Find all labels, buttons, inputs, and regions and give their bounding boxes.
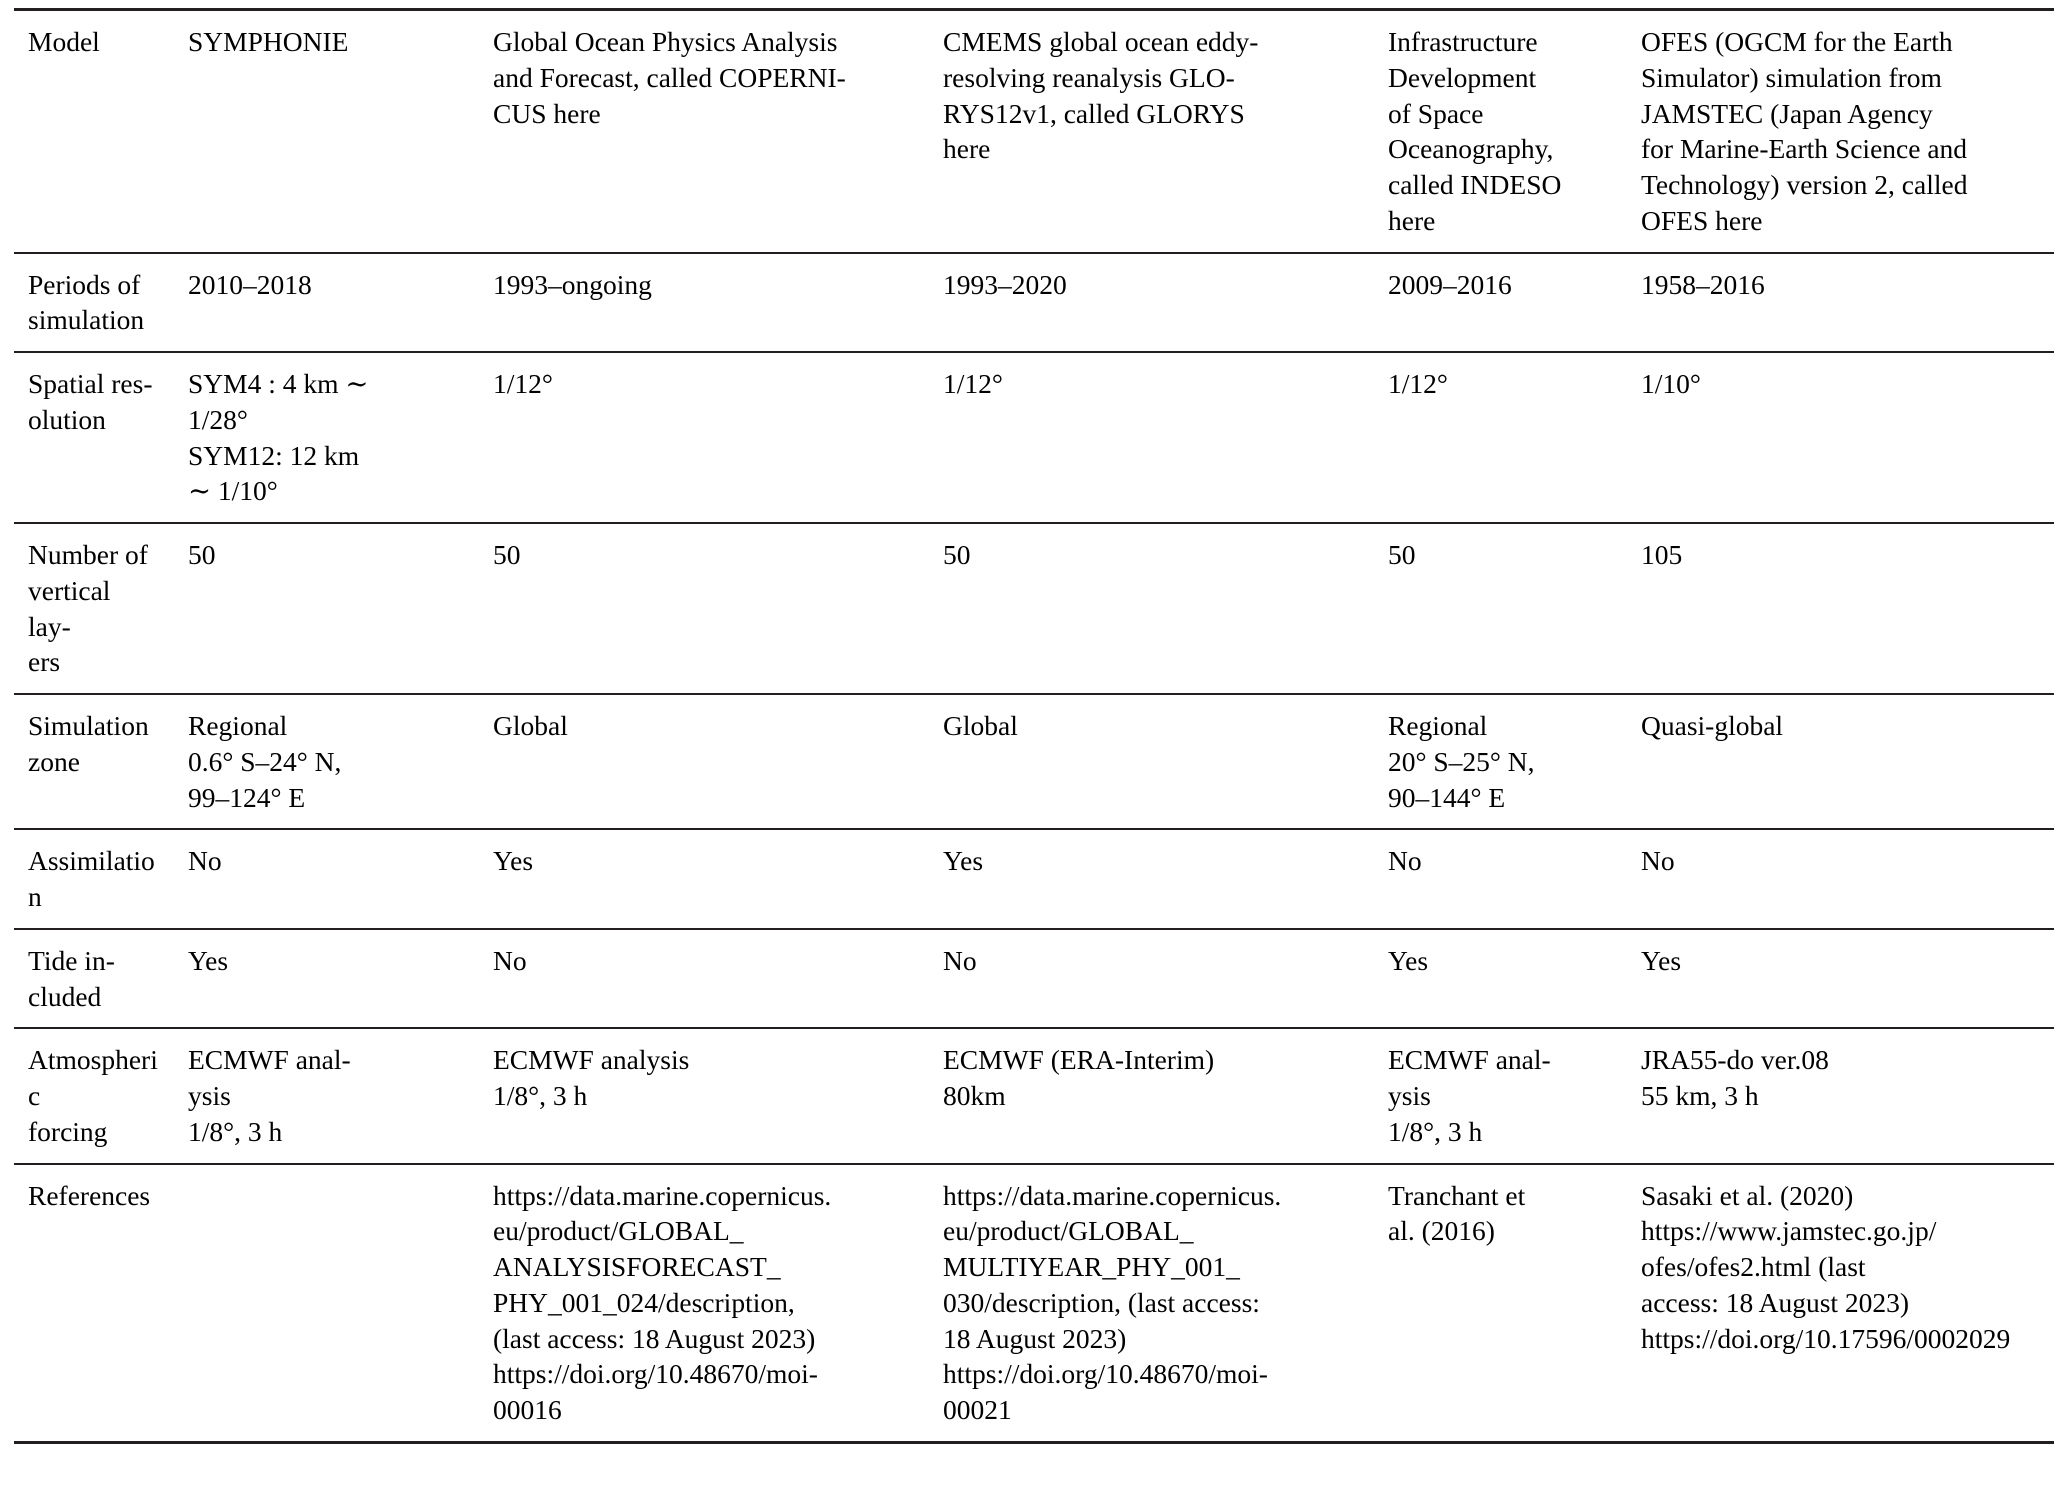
- cell-line-2: 20° S–25° N,: [1388, 745, 1535, 777]
- row-label-references: [14, 1164, 174, 1443]
- header-ofes-line-4: for Marine-Earth Science and: [1641, 133, 1968, 165]
- table-row: [14, 829, 2054, 929]
- cell-line-1: Regional: [188, 710, 288, 741]
- cell-line-1: JRA55-do ver.08: [1641, 1044, 1829, 1076]
- cell-line-2: https://www.jamstec.go.jp/: [1641, 1215, 1937, 1247]
- cell-line-1: Sasaki et al. (2020): [1641, 1179, 1854, 1211]
- cell-line-1: https://data.marine.copernicus.: [943, 1179, 1282, 1211]
- header-indeso-line-5: called INDESO: [1388, 169, 1562, 200]
- header-glorys-line-3: RYS12v1, called GLORYS: [943, 97, 1245, 129]
- header-indeso-line-4: Oceanography,: [1388, 133, 1554, 165]
- cell-line-1: 1958–2016: [1641, 268, 1765, 300]
- cell-line-6: https://doi.org/10.48670/moi-: [943, 1358, 1268, 1390]
- cell-assimilation-ofes: [1627, 829, 2054, 929]
- cell-line-5: 18 August 2023): [943, 1322, 1127, 1354]
- cell-periods-copernicus: [479, 253, 929, 353]
- cell-line-1: 1/12°: [493, 368, 553, 399]
- table-row: [14, 253, 2054, 353]
- cell-layers-indeso: [1374, 523, 1627, 694]
- cell-line-1: 1/12°: [1388, 368, 1448, 399]
- cell-line-1: 2010–2018: [188, 268, 312, 300]
- cell-line-1: 1993–ongoing: [493, 268, 652, 300]
- cell-line-2: ysis: [1388, 1080, 1431, 1111]
- cell-line-1: 105: [1641, 539, 1683, 570]
- cell-line-1: 50: [943, 539, 971, 570]
- table-row: [14, 929, 2054, 1029]
- cell-line-1: SYM4 : 4 km ∼: [188, 368, 369, 399]
- cell-zone-glorys: [929, 694, 1374, 829]
- cell-line-1: 1993–2020: [943, 268, 1067, 300]
- header-cell-glorys: [929, 10, 1374, 253]
- cell-line-1: 50: [493, 539, 521, 570]
- cell-tide-ofes: [1627, 929, 2054, 1029]
- cell-forcing-glorys: [929, 1028, 1374, 1163]
- cell-line-2: eu/product/GLOBAL_: [943, 1215, 1194, 1247]
- model-comparison-table: [14, 8, 2054, 1444]
- cell-line-1: 50: [188, 539, 216, 570]
- cell-spatial-copernicus: [479, 352, 929, 523]
- cell-line-4: ∼ 1/10°: [188, 475, 278, 507]
- header-copernicus-line-1: Global Ocean Physics Analysis: [493, 26, 838, 57]
- cell-line-6: https://doi.org/10.48670/moi-: [493, 1358, 818, 1390]
- row-label-line-2: olution: [28, 403, 106, 435]
- cell-line-1: 1/10°: [1641, 368, 1701, 399]
- row-label-periods-of-simulation: [14, 253, 174, 353]
- cell-references-glorys: [929, 1164, 1374, 1443]
- cell-line-2: ysis: [188, 1080, 231, 1111]
- cell-line-1: Global: [943, 710, 1018, 741]
- cell-assimilation-copernicus: [479, 829, 929, 929]
- cell-assimilation-indeso: [1374, 829, 1627, 929]
- row-label-line-1: Simulation: [28, 710, 149, 741]
- cell-line-1: 50: [1388, 539, 1416, 570]
- cell-line-5: https://doi.org/10.17596/0002029: [1641, 1322, 2011, 1354]
- row-label-line-1: Number of: [28, 539, 148, 570]
- header-ofes-line-6: OFES here: [1641, 204, 1763, 236]
- cell-line-2: 0.6° S–24° N,: [188, 745, 342, 777]
- row-label-tide-included: [14, 929, 174, 1029]
- cell-line-3: ANALYSISFORECAST_: [493, 1251, 781, 1282]
- row-label-line-1: Tide in-: [28, 944, 115, 976]
- cell-line-1: Tranchant et: [1388, 1179, 1526, 1211]
- cell-line-1: No: [493, 944, 527, 976]
- row-label-number-of-vertical-layers: [14, 523, 174, 694]
- cell-layers-glorys: [929, 523, 1374, 694]
- cell-line-2: eu/product/GLOBAL_: [493, 1215, 744, 1247]
- header-ofes-line-2: Simulator) simulation from: [1641, 61, 1942, 93]
- cell-line-2: al. (2016): [1388, 1215, 1495, 1247]
- row-label-line-2: vertical lay-: [28, 574, 118, 642]
- cell-line-3: 1/8°, 3 h: [188, 1115, 283, 1147]
- header-label-text: Model: [28, 26, 100, 57]
- cell-forcing-indeso: [1374, 1028, 1627, 1163]
- cell-references-indeso: [1374, 1164, 1627, 1443]
- cell-references-ofes: [1627, 1164, 2054, 1443]
- cell-line-7: 00021: [943, 1394, 1012, 1425]
- cell-assimilation-glorys: [929, 829, 1374, 929]
- cell-line-1: Yes: [1641, 944, 1682, 976]
- cell-tide-glorys: [929, 929, 1374, 1029]
- cell-line-3: MULTIYEAR_PHY_001_: [943, 1251, 1240, 1282]
- header-glorys-line-4: here: [943, 133, 991, 165]
- header-indeso-line-2: Development: [1388, 61, 1537, 93]
- cell-references-copernicus: [479, 1164, 929, 1443]
- cell-line-4: 030/description, (last access:: [943, 1286, 1260, 1318]
- cell-layers-copernicus: [479, 523, 929, 694]
- row-label-assimilation: [14, 829, 174, 929]
- row-label-line-1: References: [28, 1179, 151, 1211]
- cell-periods-symphonie: [174, 253, 479, 353]
- cell-line-3: 1/8°, 3 h: [1388, 1115, 1483, 1147]
- cell-line-3: 90–144° E: [1388, 781, 1506, 813]
- cell-line-3: 99–124° E: [188, 781, 306, 813]
- cell-spatial-symphonie: [174, 352, 479, 523]
- header-glorys-line-1: CMEMS global ocean eddy-: [943, 26, 1259, 57]
- cell-line-3: ofes/ofes2.html (last: [1641, 1251, 1866, 1282]
- cell-line-1: 1/12°: [943, 368, 1003, 399]
- cell-spatial-glorys: [929, 352, 1374, 523]
- cell-line-1: No: [1641, 845, 1675, 877]
- cell-layers-ofes: [1627, 523, 2054, 694]
- table-body: [14, 10, 2054, 1443]
- header-indeso-line-3: of Space: [1388, 97, 1484, 129]
- cell-line-5: (last access: 18 August 2023): [493, 1322, 816, 1354]
- cell-line-1: Yes: [493, 845, 534, 877]
- header-copernicus-line-2: and Forecast, called COPERNI-: [493, 61, 846, 93]
- cell-tide-symphonie: [174, 929, 479, 1029]
- header-cell-ofes: [1627, 10, 2054, 253]
- header-symphonie-text: SYMPHONIE: [188, 26, 349, 57]
- cell-layers-symphonie: [174, 523, 479, 694]
- cell-line-1: ECMWF anal-: [1388, 1044, 1551, 1076]
- cell-line-1: Yes: [1388, 944, 1429, 976]
- row-label-line-3: ers: [28, 646, 61, 678]
- header-indeso-line-6: here: [1388, 204, 1436, 236]
- row-label-line-2: forcing: [28, 1115, 108, 1147]
- cell-line-1: Yes: [943, 845, 984, 877]
- cell-line-2: 80km: [943, 1080, 1006, 1111]
- cell-zone-copernicus: [479, 694, 929, 829]
- header-cell-copernicus: [479, 10, 929, 253]
- row-label-line-1: Spatial res-: [28, 368, 153, 399]
- table-row: [14, 352, 2054, 523]
- cell-line-2: 55 km, 3 h: [1641, 1080, 1759, 1111]
- header-copernicus-line-3: CUS here: [493, 97, 601, 129]
- cell-tide-indeso: [1374, 929, 1627, 1029]
- cell-periods-ofes: [1627, 253, 2054, 353]
- cell-line-1: Quasi-global: [1641, 710, 1784, 741]
- cell-line-1: Global: [493, 710, 568, 741]
- cell-zone-ofes: [1627, 694, 2054, 829]
- cell-line-7: 00016: [493, 1394, 562, 1425]
- header-ofes-line-3: JAMSTEC (Japan Agency: [1641, 97, 1933, 129]
- cell-line-1: No: [1388, 845, 1422, 877]
- cell-line-1: Regional: [1388, 710, 1488, 741]
- cell-line-3: SYM12: 12 km: [188, 439, 360, 471]
- cell-line-2: 1/8°, 3 h: [493, 1080, 588, 1111]
- row-label-line-2: cluded: [28, 980, 102, 1012]
- header-cell-label: [14, 10, 174, 253]
- cell-periods-glorys: [929, 253, 1374, 353]
- cell-forcing-ofes: [1627, 1028, 2054, 1163]
- row-label-line-1: Atmospheric: [28, 1044, 158, 1111]
- cell-spatial-ofes: [1627, 352, 2054, 523]
- table-row: [14, 1164, 2054, 1443]
- row-label-atmospheric-forcing: [14, 1028, 174, 1163]
- cell-line-2: 1/28°: [188, 403, 248, 435]
- row-label-line-2: simulation: [28, 304, 145, 336]
- cell-line-1: ECMWF analysis: [493, 1044, 690, 1076]
- table-header-row: [14, 10, 2054, 253]
- row-label-line-2: zone: [28, 745, 80, 777]
- row-label-spatial-resolution: [14, 352, 174, 523]
- cell-line-1: ECMWF anal-: [188, 1044, 351, 1076]
- cell-zone-indeso: [1374, 694, 1627, 829]
- table-row: [14, 694, 2054, 829]
- cell-line-1: Yes: [188, 944, 229, 976]
- header-glorys-line-2: resolving reanalysis GLO-: [943, 61, 1235, 93]
- cell-forcing-symphonie: [174, 1028, 479, 1163]
- cell-tide-copernicus: [479, 929, 929, 1029]
- cell-forcing-copernicus: [479, 1028, 929, 1163]
- table-container: [0, 8, 2067, 1494]
- header-ofes-line-5: Technology) version 2, called: [1641, 169, 1968, 200]
- cell-line-1: No: [188, 845, 222, 877]
- header-cell-indeso: [1374, 10, 1627, 253]
- cell-zone-symphonie: [174, 694, 479, 829]
- header-indeso-line-1: Infrastructure: [1388, 26, 1538, 57]
- cell-references-symphonie: [174, 1164, 479, 1443]
- cell-assimilation-symphonie: [174, 829, 479, 929]
- header-cell-symphonie: [174, 10, 479, 253]
- cell-line-1: ECMWF (ERA-Interim): [943, 1044, 1215, 1076]
- header-ofes-line-1: OFES (OGCM for the Earth: [1641, 26, 1953, 57]
- row-label-line-1: Assimilation: [28, 845, 155, 912]
- row-label-line-1: Periods of: [28, 268, 141, 300]
- table-row: [14, 1028, 2054, 1163]
- cell-periods-indeso: [1374, 253, 1627, 353]
- cell-line-4: PHY_001_024/description,: [493, 1286, 795, 1318]
- cell-line-1: No: [943, 944, 977, 976]
- cell-spatial-indeso: [1374, 352, 1627, 523]
- row-label-simulation-zone: [14, 694, 174, 829]
- table-row: [14, 523, 2054, 694]
- cell-line-1: 2009–2016: [1388, 268, 1512, 300]
- cell-line-1: https://data.marine.copernicus.: [493, 1179, 832, 1211]
- cell-line-4: access: 18 August 2023): [1641, 1286, 1910, 1318]
